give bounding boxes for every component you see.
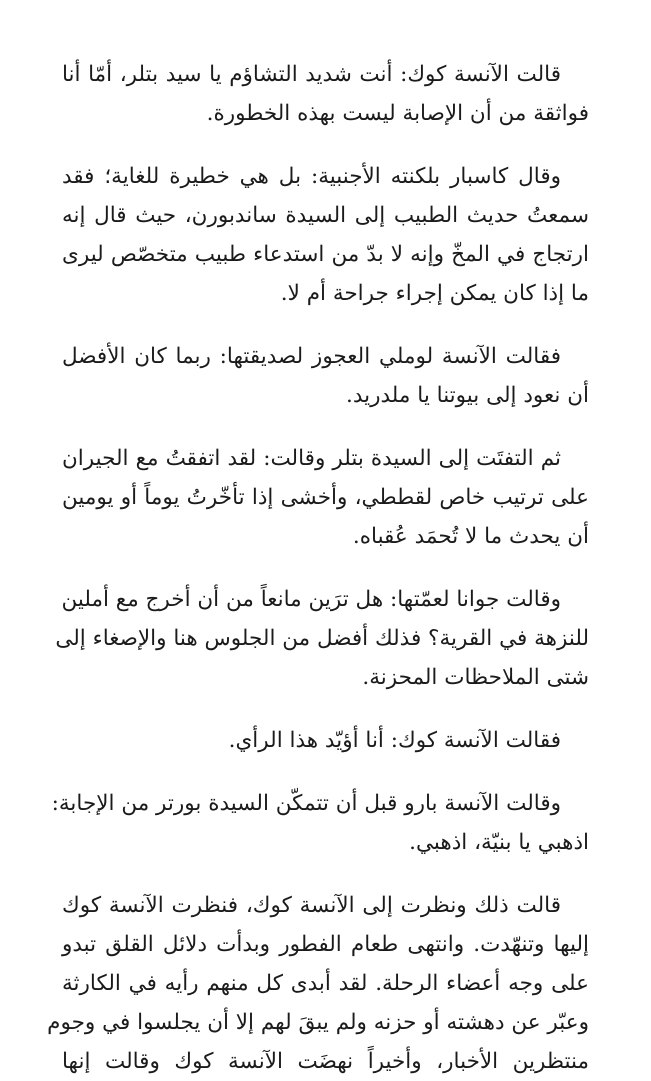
paragraph-8 (47, 886, 589, 1081)
paragraph-line: قالت ذلك ونظرت إلى الآنسة كوك، فنظرت الآنسة كوك (62, 893, 561, 918)
paragraph-line: اذهبي يا بنيّة، اذهبي. (409, 830, 589, 855)
paragraph-line: إليها وتنهّدت. وانتهى طعام الفطور وبدأت دلائل القلق تبدو (62, 932, 589, 957)
paragraph-line: وقال كاسبار بلكنته الأجنبية: بل هي خطيرة للغاية؛ فقد (62, 164, 561, 189)
paragraph-line: منتظرين الأخبار، وأخيراً نهضَت الآنسة كوك وقالت إنها (62, 1049, 589, 1074)
paragraph-line: ثم التفتَت إلى السيدة بتلر وقالت: لقد اتفقتُ مع الجيران (62, 446, 561, 471)
paragraph-line: فقالت الآنسة كوك: أنا أؤيّد هذا الرأي. (228, 728, 561, 753)
paragraph-1 (62, 55, 589, 133)
paragraph-line: فقالت الآنسة لوملي العجوز لصديقتها: ربما كان الأفضل (62, 344, 561, 369)
paragraph-line: سمعتُ حديث الطبيب إلى السيدة ساندبورن، حيث قال إنه (62, 203, 589, 228)
paragraph-line: ما إذا كان يمكن إجراء جراحة أم لا. (280, 281, 589, 306)
paragraph-line: قالت الآنسة كوك: أنت شديد التشاؤم يا سيد بتلر، أمّا أنا (62, 62, 561, 87)
paragraph-line: أن نعود إلى بيوتنا يا ملدريد. (346, 383, 589, 408)
paragraph-line: للنزهة في القرية؟ فذلك أفضل من الجلوس هنا والإصغاء إلى (55, 626, 589, 651)
paragraph-line: على وجه أعضاء الرحلة. لقد أبدى كل منهم رأيه في الكارثة (62, 971, 589, 996)
paragraph-7 (51, 784, 589, 862)
paragraph-line: على ترتيب خاص لقططي، وأخشى إذا تأخّرتُ يوماً أو يومين (62, 485, 589, 510)
paragraph-4 (62, 439, 589, 556)
paragraph-line: أن يحدث ما لا تُحمَد عُقباه. (352, 524, 589, 549)
paragraph-line: ارتجاج في المخّ وإنه لا بدّ من استدعاء طبيب متخصّص ليرى (62, 242, 589, 267)
paragraph-line: وقالت الآنسة بارو قبل أن تتمكّن السيدة بورتر من الإجابة: (51, 791, 561, 816)
paragraph-line: وعبّر عن دهشته أو حزنه ولم يبقَ لهم إلا أن يجلسوا في وجوم (47, 1010, 589, 1035)
paragraph-3 (62, 337, 589, 415)
paragraph-line: شتى الملاحظات المحزنة. (362, 665, 589, 690)
paragraph-2 (62, 157, 589, 313)
paragraph-line: فواثقة من أن الإصابة ليست بهذه الخطورة. (206, 101, 589, 126)
paragraph-5 (55, 580, 589, 697)
paragraph-line: وقالت جوانا لعمّتها: هل ترَين مانعاً من أن أخرج مع أملين (61, 587, 561, 612)
paragraph-6 (62, 721, 589, 760)
